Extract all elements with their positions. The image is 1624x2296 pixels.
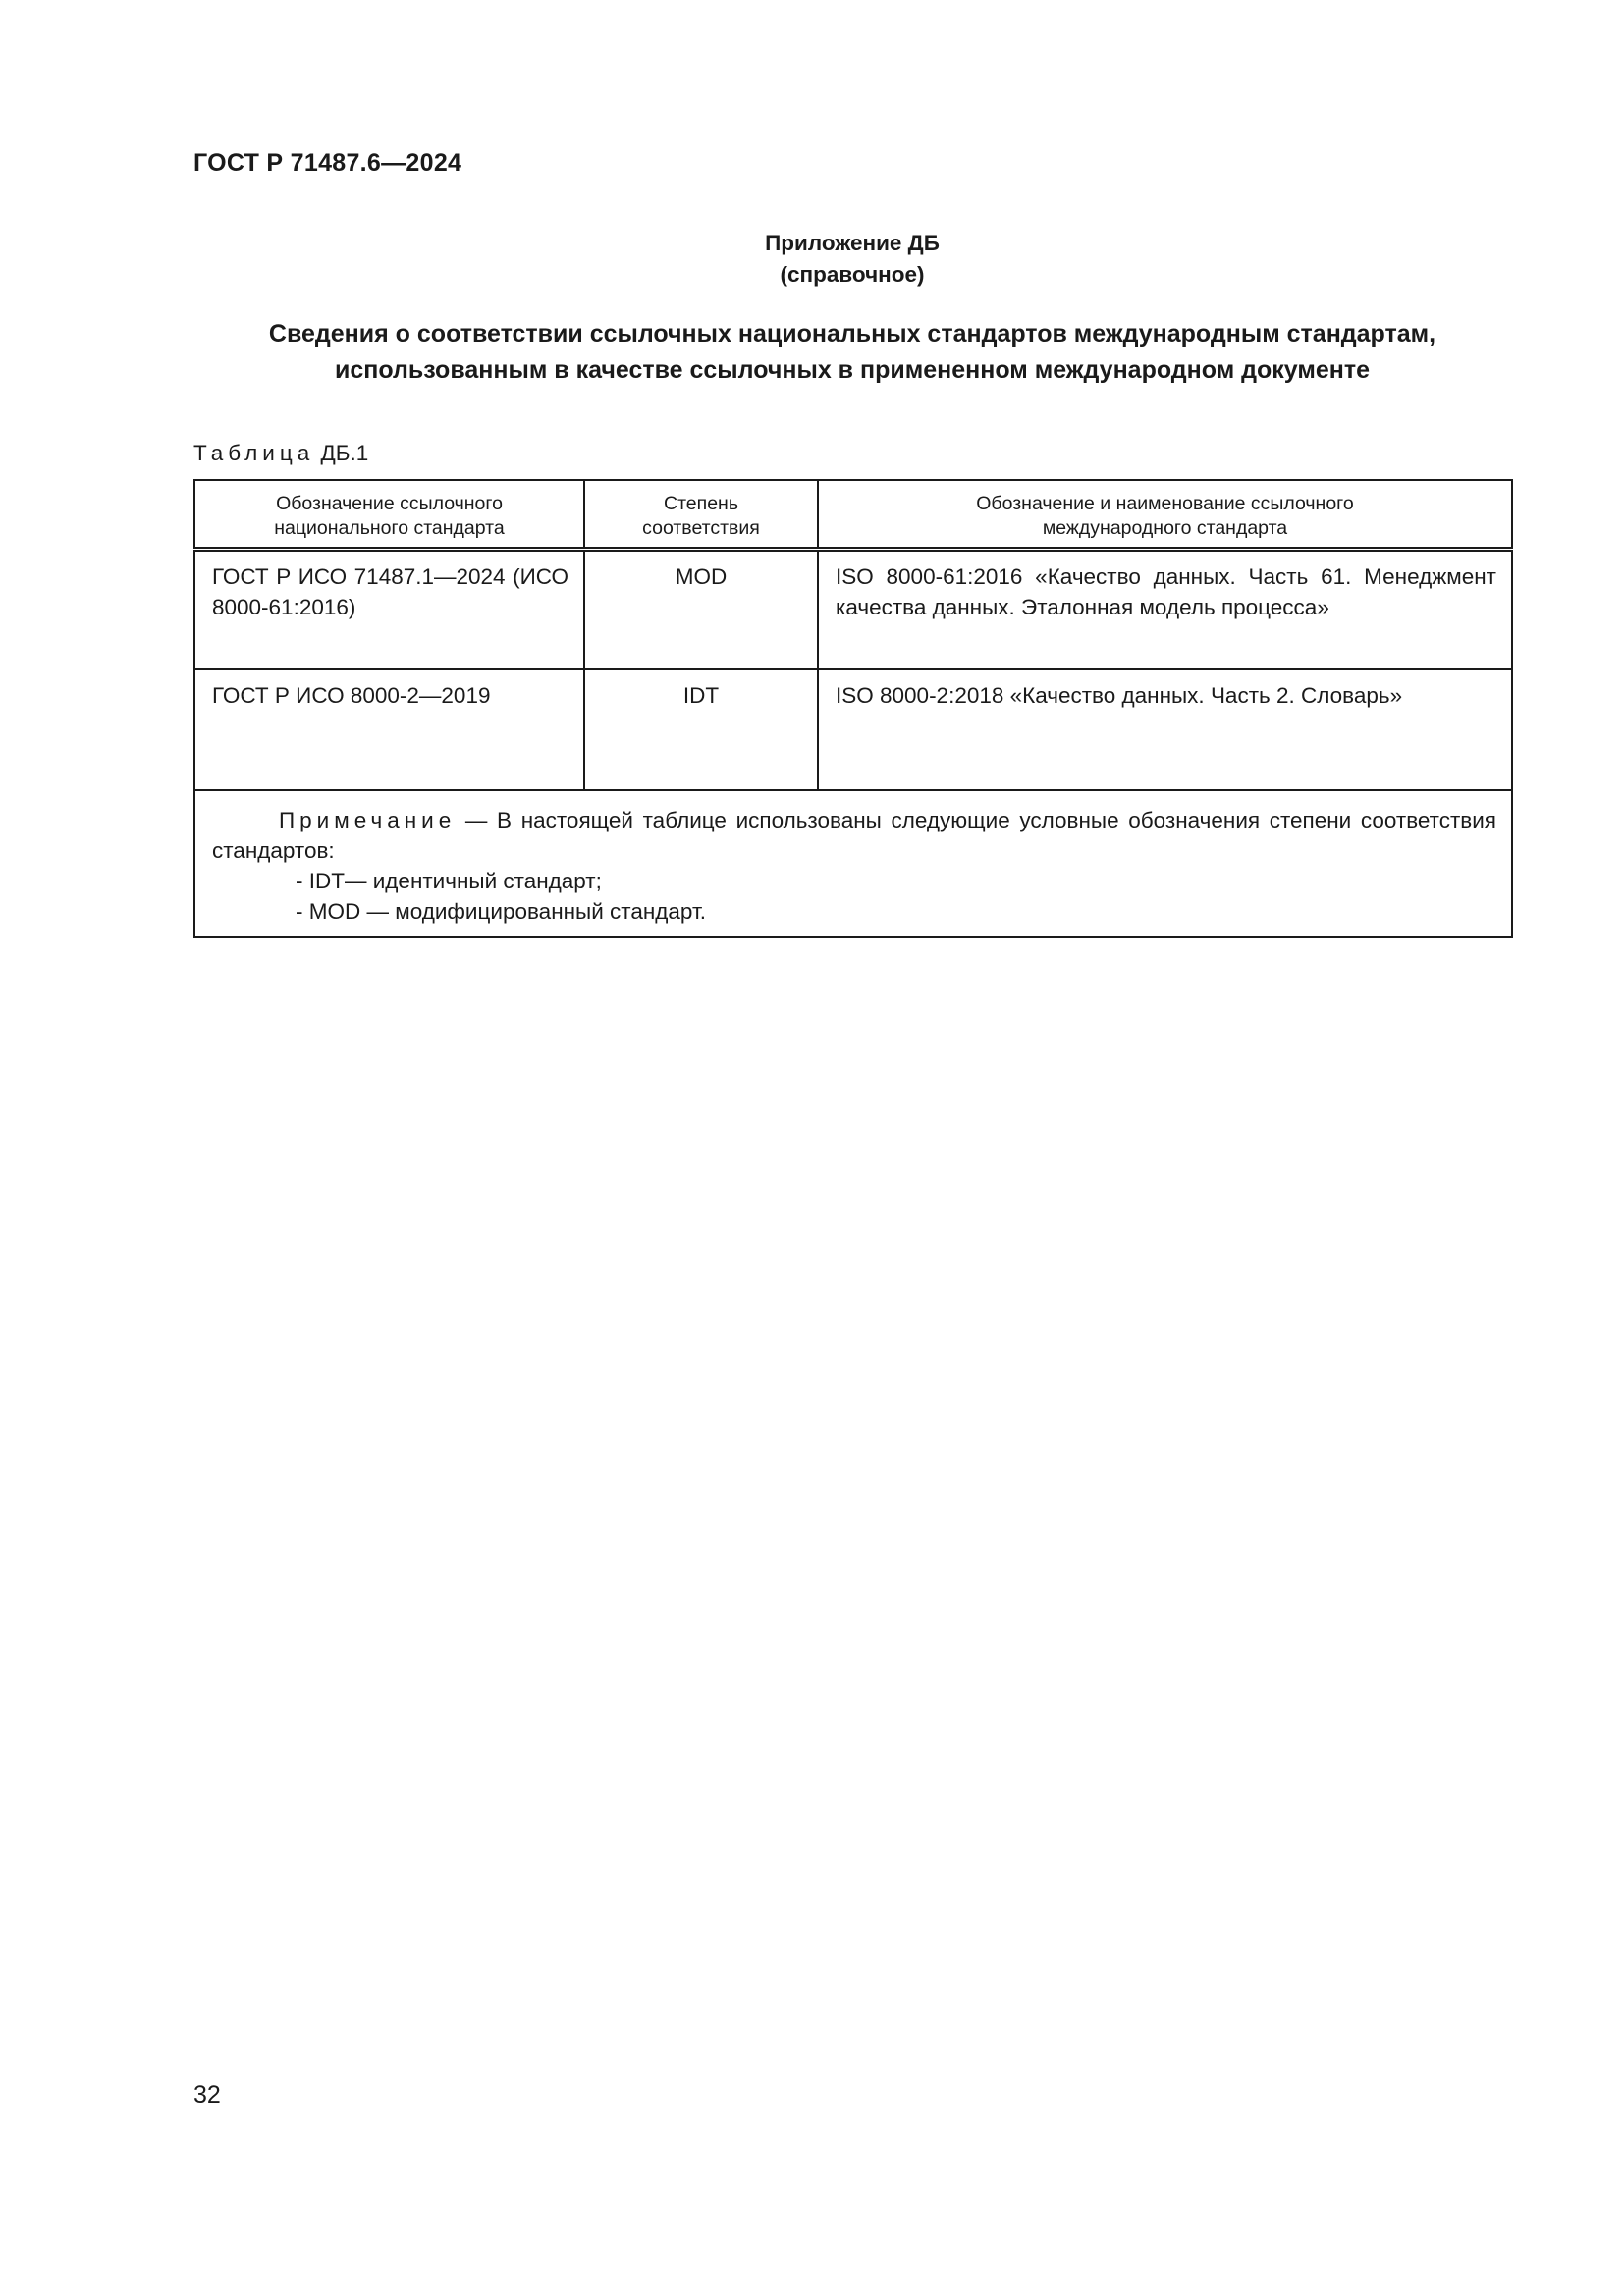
note-item-mod: - MOD — модифицированный стандарт. xyxy=(296,899,707,924)
column-header-degree-line-1: Степень xyxy=(664,493,738,514)
annex-heading xyxy=(193,316,1511,389)
page-number: 32 xyxy=(193,2081,221,2109)
table-row xyxy=(194,669,1512,790)
note-label: Примечание xyxy=(279,808,457,832)
cell-international-standard: ISO 8000-61:2016 «Качество данных. Часть 61. Менеджмент качества данных. Эталонная модель процесса» xyxy=(818,549,1512,669)
table-note xyxy=(194,790,1512,937)
cell-international-standard: ISO 8000-2:2018 «Качество данных. Часть 2. Словарь» xyxy=(818,669,1512,790)
column-header-degree xyxy=(584,480,818,549)
table-caption xyxy=(193,439,368,468)
annex-heading-line-2: использованным в качестве ссылочных в примененном международном документе xyxy=(334,356,1371,384)
correspondence-table xyxy=(193,479,1513,938)
column-header-national-line-1: Обозначение ссылочного xyxy=(276,493,503,514)
cell-degree: MOD xyxy=(584,549,818,669)
cell-national-standard: ГОСТ Р ИСО 71487.1—2024 (ИСО 8000-61:2016) xyxy=(194,549,584,669)
annex-status: (справочное) xyxy=(780,262,925,287)
cell-degree: IDT xyxy=(584,669,818,790)
column-header-national-line-2: национального стандарта xyxy=(274,517,505,539)
annex-header xyxy=(193,228,1511,291)
cell-national-standard: ГОСТ Р ИСО 8000-2—2019 xyxy=(194,669,584,790)
note-body: — В настоящей таблице использованы следующие условные обозначения степени соответствия стандартов: xyxy=(212,808,1496,863)
column-header-national xyxy=(194,480,584,549)
column-header-international-line-2: международного стандарта xyxy=(1042,517,1288,539)
table-row xyxy=(194,549,1512,669)
table-caption-number: ДБ.1 xyxy=(320,441,369,465)
table-header-row xyxy=(194,480,1512,549)
note-item-idt: - IDT— идентичный стандарт; xyxy=(296,869,602,893)
table-note-row xyxy=(194,790,1512,937)
column-header-international xyxy=(818,480,1512,549)
column-header-international-line-1: Обозначение и наименование ссылочного xyxy=(976,493,1354,514)
table-caption-word: Таблица xyxy=(193,441,315,465)
annex-title: Приложение ДБ xyxy=(765,231,940,255)
note-text xyxy=(212,805,1496,866)
document-code: ГОСТ Р 71487.6—2024 xyxy=(193,149,462,177)
annex-heading-line-1: Сведения о соответствии ссылочных национальных стандартов международным стандартам, xyxy=(268,320,1436,347)
column-header-degree-line-2: соответствия xyxy=(642,517,760,539)
